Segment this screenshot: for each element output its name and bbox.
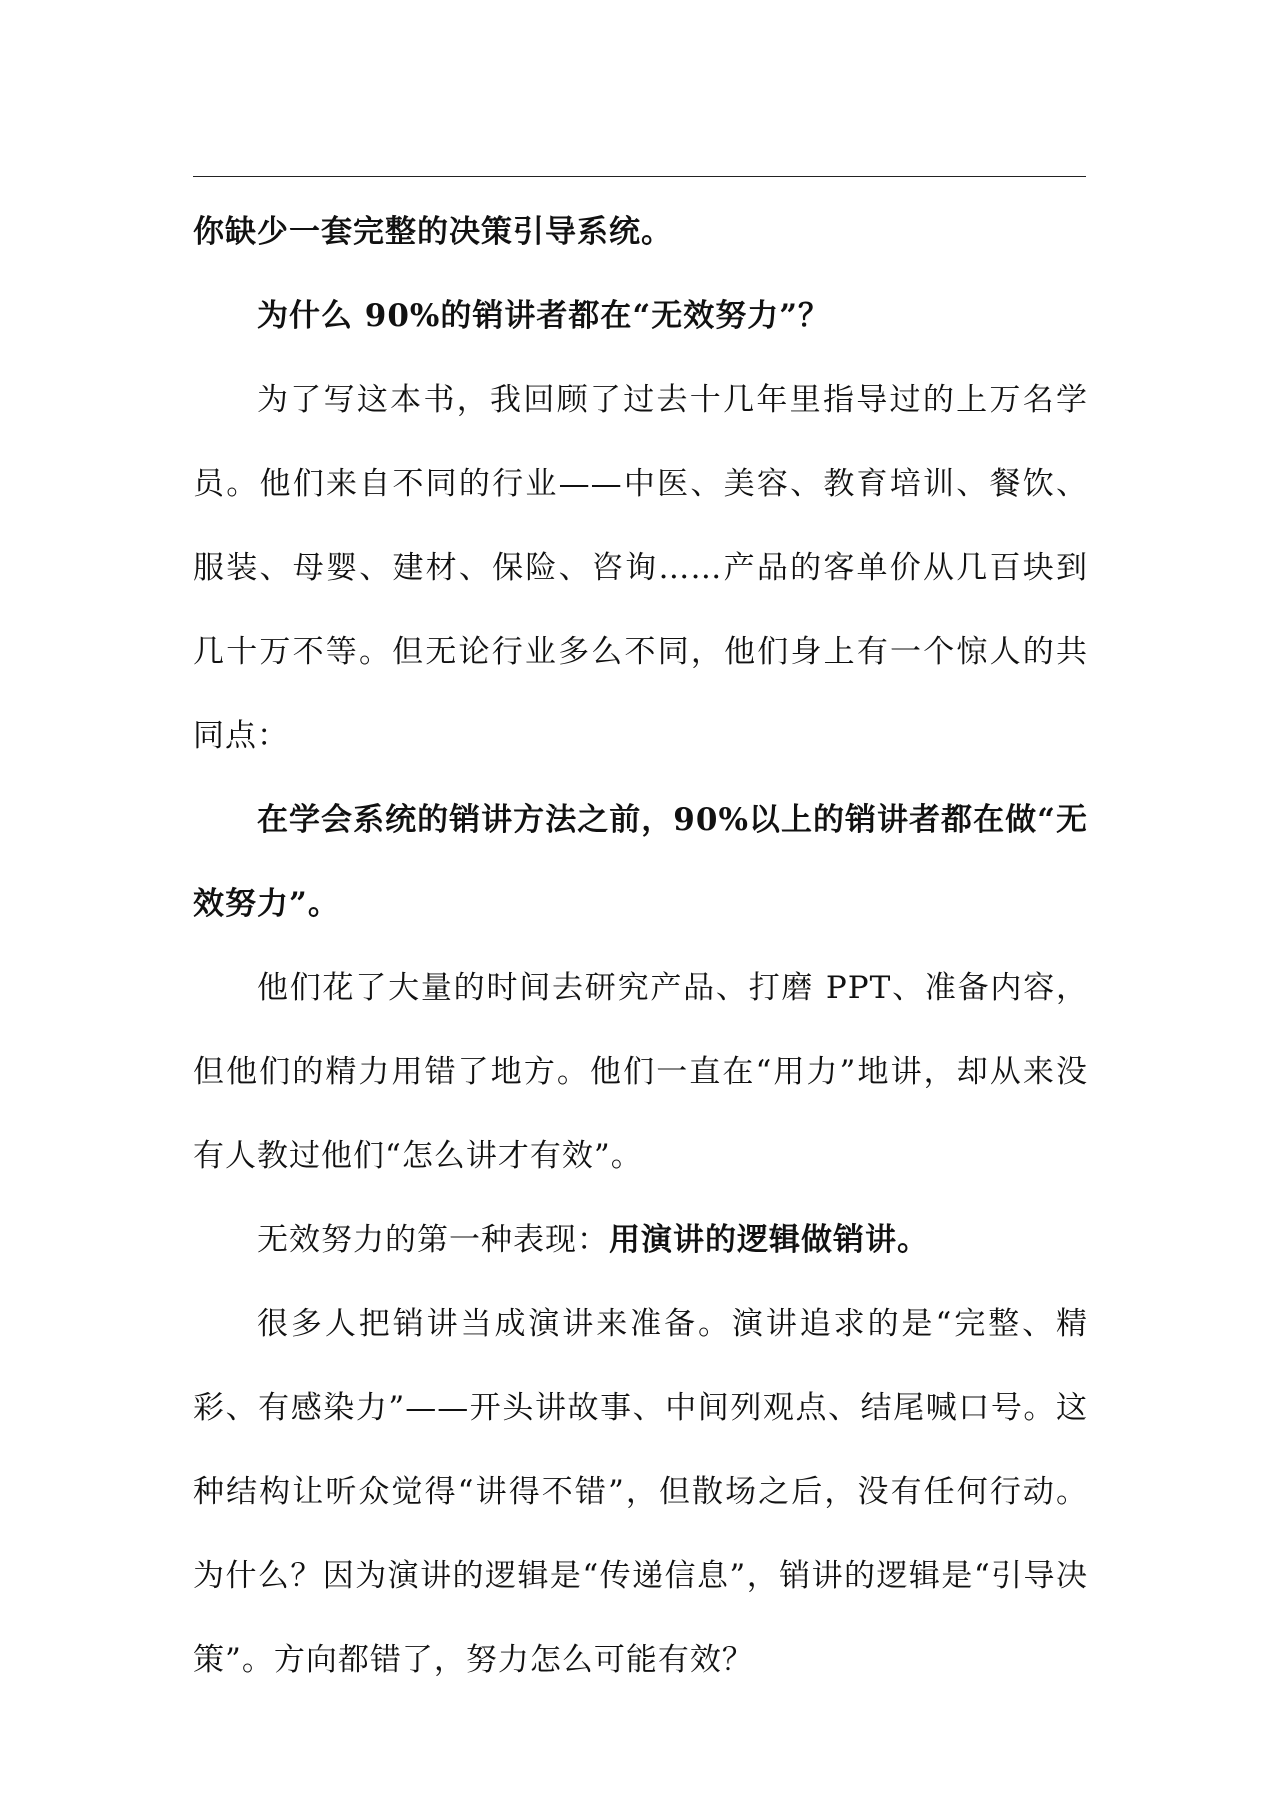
paragraph-effort: 他们花了大量的时间去研究产品、打磨 PPT、准备内容，但他们的精力用错了地方。他们一直在“用力”地讲，却从来没有人教过他们“怎么讲才有效”。 [193, 970, 1088, 1174]
header-rule [193, 176, 1086, 177]
paragraph-intro: 为了写这本书，我回顾了过去十几年里指导过的上万名学员。他们来自不同的行业——中医、美容、教育培训、餐饮、服装、母婴、建材、保险、咨询……产品的客单价从几百块到几十万不等。但无论行业多么不同，他们身上有一个惊人的共同点： [193, 382, 1088, 754]
section-heading: 为什么 90%的销讲者都在“无效努力”？ [257, 298, 831, 334]
paragraph-key-claim: 在学会系统的销讲方法之前，90%以上的销讲者都在做“无效努力”。 [193, 802, 1088, 922]
first-symptom-label: 无效努力的第一种表现： [257, 1222, 609, 1258]
paragraph-speech-vs-sales: 很多人把销讲当成演讲来准备。演讲追求的是“完整、精彩、有感染力”——开头讲故事、中间列观点、结尾喊口号。这种结构让听众觉得“讲得不错”，但散场之后，没有任何行动。为什么？因为演讲的逻辑是“传递信息”，销讲的逻辑是“引导决策”。方向都错了，努力怎么可能有效？ [193, 1306, 1088, 1678]
paragraph-continuation: 你缺少一套完整的决策引导系统。 [193, 214, 673, 250]
body-text [193, 190, 1088, 1702]
first-symptom-emphasis: 用演讲的逻辑做销讲。 [609, 1222, 929, 1258]
paragraph-first-symptom [193, 1198, 1088, 1282]
